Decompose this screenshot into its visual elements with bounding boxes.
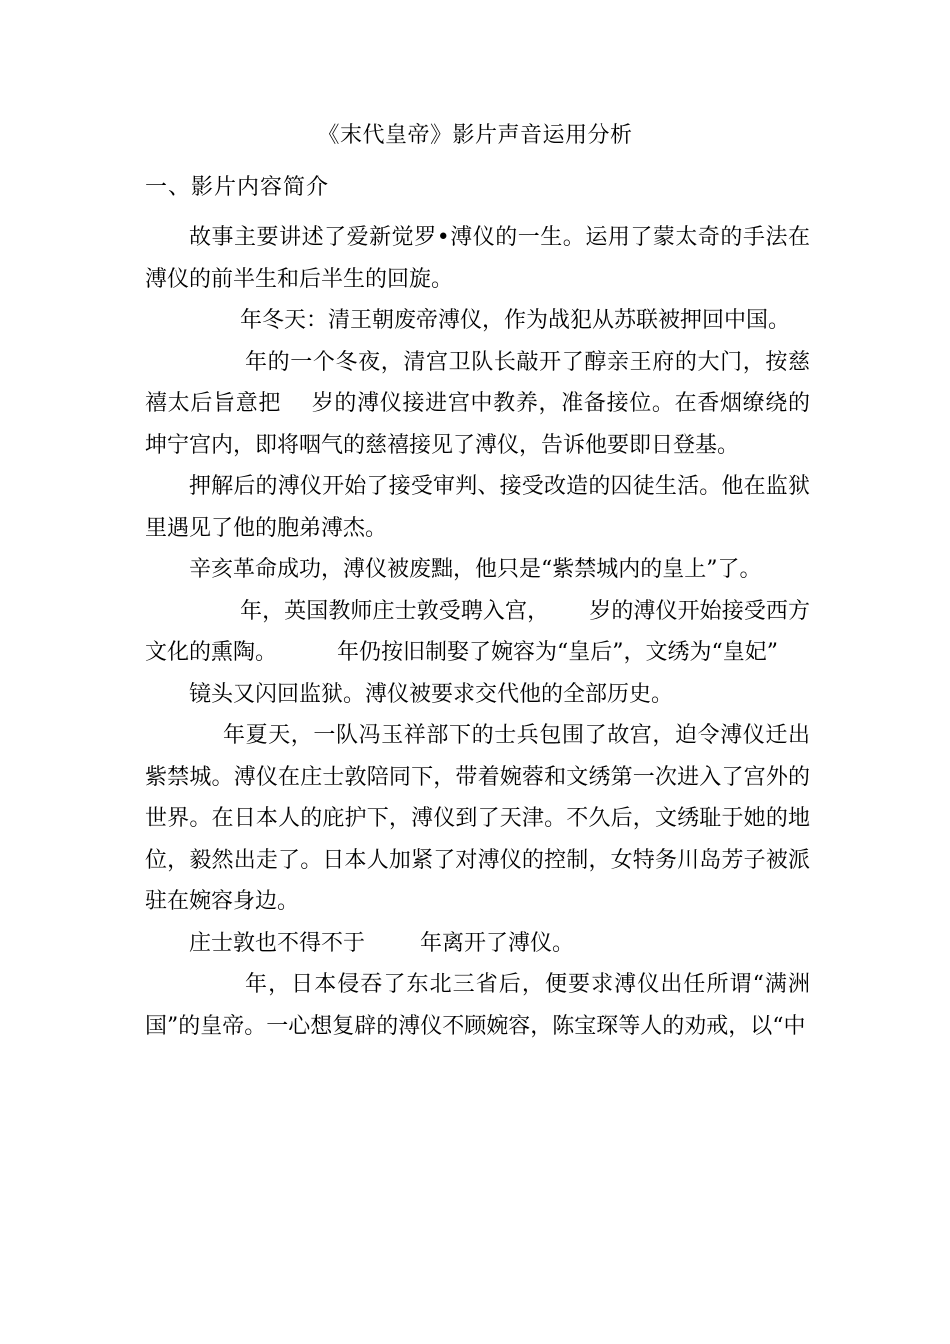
- paragraph-winter-night: [145, 342, 810, 467]
- paragraph-text: 年仍按旧制娶了婉容为“皇后”，文绣为“皇妃”: [337, 640, 779, 665]
- paragraph-text: 年，英国教师庄士敦受聘入宫，: [240, 598, 550, 624]
- paragraph-tutor: [145, 591, 810, 674]
- paragraph-flashback: 镜头又闪回监狱。溥仪被要求交代他的全部历史。: [189, 681, 674, 707]
- paragraph-manchukuo: 年，日本侵吞了东北三省后，便要求溥仪出任所谓“满洲国”的皇帝。一心想复辟的溥仪不顾婉容，陈宝琛等人的劝戒，以“中: [145, 972, 810, 1039]
- paragraph-summer: 年夏天，一队冯玉祥部下的士兵包围了故宫，迫令溥仪迁出紫禁城。溥仪在庄士敦陪同下，带着婉蓉和文绣第一次进入了宫外的世界。在日本人的庇护下，溥仪到了天津。不久后，文绣耻于她的地位，毅然出走了。日本人加紧了对溥仪的控制，女特务川岛芳子被派驻在婉容身边。: [145, 723, 810, 914]
- document-body: [145, 217, 810, 1047]
- paragraph-text: 岁的溥仪接进宫中教养，准备接位。在香烟缭绕的坤宁宫内，即将咽气的慈禧接见了溥仪，告诉他要即日登基。: [145, 391, 810, 458]
- paragraph-text: 庄士敦也不得不于: [189, 930, 366, 956]
- paragraph-text: 年的一个冬夜，清宫卫队长敲开了醇亲王府的大门，按慈禧太后旨意把: [145, 349, 810, 416]
- paragraph-text: 岁的溥仪开始接受西方文化的熏陶。: [145, 598, 810, 665]
- document-title: 《末代皇帝》影片声音运用分析: [317, 123, 633, 148]
- paragraph-winter: 年冬天：清王朝废帝溥仪，作为战犯从苏联被押回中国。: [240, 308, 791, 333]
- paragraph-johnston: [145, 923, 810, 965]
- paragraph-prison: 押解后的溥仪开始了接受审判、接受改造的囚徒生活。他在监狱里遇见了他的胞弟溥杰。: [145, 474, 810, 541]
- paragraph-intro: 故事主要讲述了爱新觉罗•溥仪的一生。运用了蒙太奇的手法在溥仪的前半生和后半生的回旋。: [145, 225, 810, 292]
- paragraph-revolution: 辛亥革命成功，溥仪被废黜，他只是“紫禁城内的皇上”了。: [189, 557, 762, 582]
- paragraph-text: 年离开了溥仪。: [420, 930, 575, 956]
- section-heading: 一、影片内容简介: [145, 175, 330, 200]
